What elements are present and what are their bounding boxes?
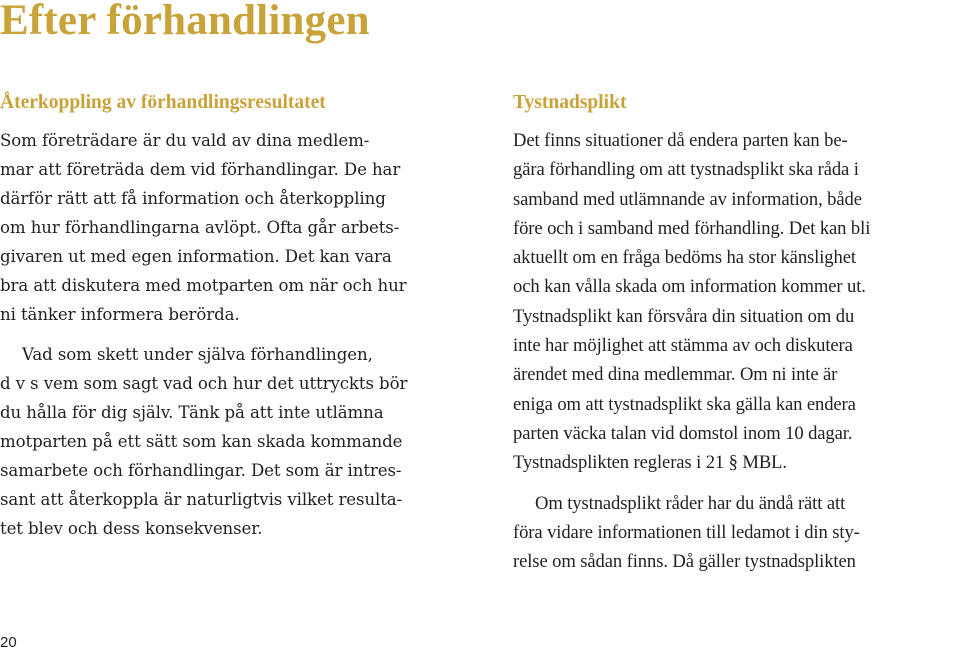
text-line: föra vidare informationen till ledamot i din sty- xyxy=(513,521,860,543)
paragraph-feedback-1 xyxy=(0,126,455,329)
text-line: eniga om att tystnadsplikt ska gälla kan endera xyxy=(513,393,856,415)
text-line: om hur förhandlingarna avlöpt. Ofta går arbets- xyxy=(0,218,400,237)
text-line: mar att företräda dem vid förhandlingar. De har xyxy=(0,160,401,179)
text-line: gära förhandling om att tystnadsplikt ska råda i xyxy=(513,159,859,181)
section-heading-feedback: Återkoppling av förhandlingsresultatet xyxy=(0,92,326,113)
text-line: och kan vålla skada om information kommer ut. xyxy=(513,276,866,298)
text-line: d v s vem som sagt vad och hur det uttryckts bör xyxy=(0,374,408,393)
text-line: före och i samband med förhandling. Det kan bli xyxy=(513,217,871,239)
text-line: sant att återkoppla är naturligtvis vilket resulta- xyxy=(0,490,403,509)
text-line: Vad som skett under själva förhandlingen, xyxy=(22,345,373,364)
text-line: Det finns situationer då endera parten kan be- xyxy=(513,130,848,151)
text-line: Tystnadsplikten regleras i 21 § MBL. xyxy=(513,452,787,474)
left-column xyxy=(0,88,455,543)
page-number: 20 xyxy=(0,634,17,651)
text-line: samarbete och förhandlingar. Det som är intres- xyxy=(0,461,402,480)
text-line: parten väcka talan vid domstol inom 10 dagar. xyxy=(513,422,853,444)
text-line: du hålla för dig själv. Tänk på att inte utlämna xyxy=(0,403,384,422)
text-line: därför rätt att få information och återkoppling xyxy=(0,189,386,208)
paragraph-feedback-2 xyxy=(0,340,455,543)
text-line: givaren ut med egen information. Det kan vara xyxy=(0,247,392,266)
text-line: tet blev och dess konsekvenser. xyxy=(0,519,263,538)
paragraph-confidentiality-2 xyxy=(513,489,958,577)
paragraph-confidentiality-1 xyxy=(513,126,958,478)
text-line: ni tänker informera berörda. xyxy=(0,305,240,324)
page-title: Efter förhandlingen xyxy=(0,0,370,44)
text-line: Om tystnadsplikt råder har du ändå rätt att xyxy=(535,492,846,514)
text-line: Tystnadsplikt kan försvåra din situation om du xyxy=(513,305,855,327)
right-column xyxy=(513,88,958,576)
text-line: bra att diskutera med motparten om när och hur xyxy=(0,276,407,295)
text-line: Som företrädare är du vald av dina medlem- xyxy=(0,131,370,150)
text-line: relse om sådan finns. Då gäller tystnadsplikten xyxy=(513,551,856,573)
text-line: ärendet med dina medlemmar. Om ni inte är xyxy=(513,364,838,386)
text-line: samband med utlämnande av information, både xyxy=(513,188,862,210)
text-line: motparten på ett sätt som kan skada kommande xyxy=(0,432,403,451)
text-line: inte har möjlighet att stämma av och diskutera xyxy=(513,335,853,357)
text-line: aktuellt om en fråga bedöms ha stor känslighet xyxy=(513,247,856,269)
section-heading-confidentiality: Tystnadsplikt xyxy=(513,92,627,113)
